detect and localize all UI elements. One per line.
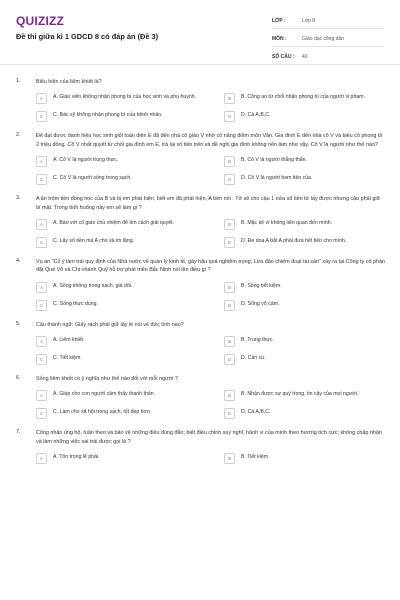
answer-option[interactable] [36, 354, 198, 365]
option-letter-box: A [36, 156, 47, 167]
option-letter-box: D [224, 111, 235, 122]
header-divider [0, 64, 400, 65]
meta-key: MÔN : [272, 36, 287, 42]
answer-option[interactable] [224, 156, 386, 167]
option-grid [36, 219, 386, 248]
option-text: B. Cô V là người thẳng thắn. [241, 157, 307, 164]
option-letter-box: D [224, 354, 235, 365]
option-grid [36, 336, 386, 365]
answer-option[interactable] [36, 156, 198, 167]
meta-value: Lớp 8 [302, 18, 316, 24]
question-number: 3. [16, 195, 21, 202]
meta-row [272, 50, 384, 65]
question-number: 6. [16, 375, 21, 381]
option-letter-box: A [36, 336, 47, 347]
answer-option[interactable] [36, 390, 198, 401]
option-letter-box: D [224, 408, 235, 419]
option-text: A. Giúp cho con người cảm thấy thanh thản. [53, 391, 156, 398]
option-letter-box: A [36, 282, 47, 293]
answer-option[interactable] [224, 237, 386, 248]
worksheet-header [0, 0, 400, 62]
option-letter-box: C [36, 174, 47, 185]
question-text: A ăn trộm tiền đồng học của B và bị em phát hiện, biết em đã phát hiện, A bèn nói : Tớ sẽ cho cậu 1 nửa số tiền từ lấy được nhưng cậu phải giữ bí mật. Trong tình huống này em sẽ làm gì ? [36, 196, 381, 211]
answer-option[interactable] [36, 408, 198, 419]
option-letter-box: A [36, 390, 47, 401]
option-text: A. Giáo viên không nhận phong bì của học sinh và phụ huynh. [53, 94, 197, 101]
option-text: D. Cả A,B,C. [241, 112, 271, 119]
option-letter-box: B [224, 93, 235, 104]
option-grid [36, 453, 386, 464]
option-letter-box: B [224, 282, 235, 293]
question-item [16, 195, 386, 248]
question-line [16, 78, 386, 86]
answer-option[interactable] [36, 336, 198, 347]
question-number: 7. [16, 429, 21, 436]
question-text: Biểu hiện của liêm khiết là? [36, 79, 102, 85]
option-text: A. Báo với cô giáo chủ nhiệm để tìm cách giải quyết. [53, 219, 175, 226]
option-letter-box: D [224, 174, 235, 185]
option-text: D. Cả A,B,C. [241, 409, 271, 416]
meta-key: LỚP : [272, 18, 286, 24]
worksheet-meta [272, 14, 384, 68]
option-letter-box: B [224, 156, 235, 167]
answer-option[interactable] [224, 300, 386, 311]
answer-option[interactable] [224, 282, 386, 293]
question-item [16, 132, 386, 185]
quizizz-logo: QUIZIZZ [16, 14, 65, 28]
question-text: Công nhận ủng hộ, tuân theo và bảo vệ những điều đúng đắn; biết điều chỉnh suy nghĩ, hành vi của mình theo hướng tích cực; không chấp nhận và làm những việc sai trái được gọi là ? [36, 430, 382, 445]
question-number: 4. [16, 257, 21, 264]
option-text: C. Làm cho xã hội trong sạch, tốt đẹp hơn. [53, 409, 152, 416]
question-line [16, 375, 386, 383]
answer-option[interactable] [36, 453, 198, 464]
option-text: B. Nhận được sự quý trọng, tin cậy của mọi người. [241, 391, 359, 398]
question-text: Sống liêm khiết có ý nghĩa như thế nào đối với mỗi người ? [36, 376, 178, 382]
option-text: B. Công an từ chối nhận phong bì của người vi phạm. [241, 94, 365, 101]
option-letter-box: C [36, 237, 47, 248]
option-text: D. Cần cù. [241, 355, 266, 361]
question-line [16, 321, 386, 329]
option-text: A. Liêm khiết. [53, 337, 85, 343]
answer-option[interactable] [36, 300, 198, 311]
option-text: B. Mặc kệ vì không liên quan đến mình. [241, 219, 333, 226]
question-text: Câu thành ngữ: Giấy rách phải giữ lấy lề nói về đức tính nào? [36, 321, 184, 328]
meta-key: SỐ CÂU : [272, 54, 295, 60]
question-number: 2. [16, 132, 21, 139]
option-letter-box: A [36, 219, 47, 230]
question-item [16, 78, 386, 122]
question-text: Để đạt được danh hiệu học sinh giỏi toàn diện E đã đến nhà cô giáo V nhờ cô nâng điểm môn Văn. Gia đình E đến nhà cô V và biếu cô phong bì 2 triệu đồng. Cô V nhất quyết từ chối gia đình em E, trả lại số tiền trên và đề nghị gia đình không nên làm như vậy. Cô V là người như thế nào? [36, 133, 383, 148]
option-text: C. Sống thực dụng. [53, 300, 99, 307]
answer-option[interactable] [224, 174, 386, 185]
option-text: B. Tiết kiệm. [241, 454, 270, 461]
option-letter-box: D [224, 237, 235, 248]
option-grid [36, 93, 386, 122]
question-item [16, 429, 386, 464]
question-line [16, 258, 386, 275]
question-item [16, 258, 386, 311]
question-item [16, 375, 386, 419]
option-letter-box: A [36, 453, 47, 464]
option-grid [36, 282, 386, 311]
option-text: A. Tôn trọng lẽ phải. [53, 454, 100, 461]
option-text: C. Bác sỹ không nhận phong bì của bệnh nhân. [53, 112, 163, 119]
option-letter-box: B [224, 219, 235, 230]
option-text: D. Cô V là người ham tiền của. [241, 175, 313, 182]
option-text: C. Lấy số tiền mà A cho và im lặng. [53, 237, 135, 244]
option-text: B. Trung thực. [241, 337, 274, 343]
question-list [16, 78, 386, 474]
option-letter-box: D [224, 300, 235, 311]
answer-option[interactable] [36, 111, 198, 122]
answer-option[interactable] [36, 219, 198, 230]
question-item [16, 321, 386, 365]
answer-option[interactable] [36, 174, 198, 185]
option-letter-box: C [36, 111, 47, 122]
answer-option[interactable] [224, 408, 386, 419]
option-text: D. Đe doạ A bắt A phải đưa hết tiền cho mình. [241, 237, 347, 244]
answer-option[interactable] [224, 93, 386, 104]
meta-value: 40 [302, 54, 308, 60]
question-number: 5. [16, 320, 21, 327]
option-text: B. Sống tiết kiệm. [241, 282, 282, 289]
question-line [16, 195, 386, 212]
worksheet-title: Đề thi giữa kì 1 GDCD 8 có đáp án (Đề 3) [16, 32, 159, 41]
answer-option[interactable] [224, 219, 386, 230]
answer-option[interactable] [224, 354, 386, 365]
meta-row [272, 14, 384, 29]
option-letter-box: A [36, 93, 47, 104]
option-letter-box: B [224, 453, 235, 464]
option-text: D. Sống vô cảm. [241, 300, 280, 307]
meta-row [272, 32, 384, 47]
option-text: C. Tiết kiệm. [53, 355, 82, 361]
answer-option[interactable] [224, 453, 386, 464]
answer-option[interactable] [36, 237, 198, 248]
option-text: C. Cô V là người sống trong sạch. [53, 175, 132, 182]
question-number: 1. [16, 78, 21, 84]
option-text: A. Cô V là người trung thực. [53, 157, 119, 164]
option-grid [36, 156, 386, 185]
option-letter-box: B [224, 336, 235, 347]
question-text: Vụ án "Cố ý làm trái quy định của Nhà nước về quản lý kinh tế, gây hậu quả nghiêm trọng; Lừa đảo chiếm đoạt tài sản" xảy ra tại Công ty cổ phần đặt Quế Võ và Chi nhánh Quỹ hỗ trợ phát triển Bắc Ninh nói lên điều gì ? [36, 258, 386, 274]
answer-option[interactable] [36, 93, 198, 104]
option-letter-box: C [36, 408, 47, 419]
answer-option[interactable] [36, 282, 198, 293]
option-grid [36, 390, 386, 419]
question-line [16, 132, 386, 149]
answer-option[interactable] [224, 390, 386, 401]
meta-value: Giáo dục công dân [302, 36, 344, 42]
answer-option[interactable] [224, 336, 386, 347]
question-line [16, 429, 386, 446]
option-letter-box: C [36, 300, 47, 311]
option-letter-box: B [224, 390, 235, 401]
option-letter-box: C [36, 354, 47, 365]
option-text: A. Sống không trong sạch, giả dối. [53, 282, 133, 289]
answer-option[interactable] [224, 111, 386, 122]
